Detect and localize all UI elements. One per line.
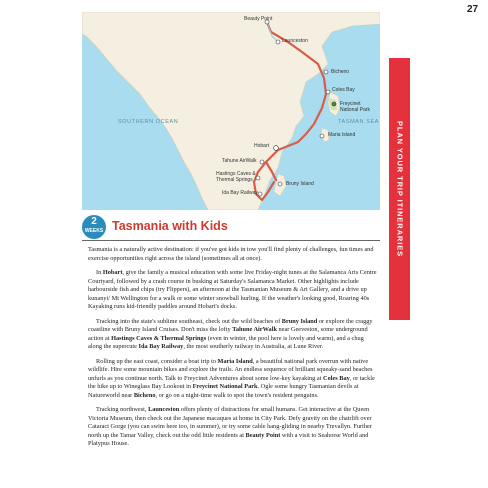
marker-hobart	[274, 146, 279, 151]
marker-freycinet	[332, 102, 336, 106]
duration-unit: WEEKS	[84, 228, 104, 234]
page-number: 27	[467, 4, 479, 15]
label-launceston: Launceston	[282, 38, 308, 44]
marker-launceston	[276, 40, 280, 44]
ocean-label-tasman: TASMAN SEA	[338, 119, 380, 125]
label-bruny-island: Bruny Island	[286, 181, 314, 187]
label-tahune: Tahune AirWalk	[222, 158, 257, 164]
itinerary-map	[82, 12, 380, 210]
marker-tahune	[260, 160, 264, 164]
marker-ida-bay	[258, 192, 262, 196]
label-hobart: Hobart	[254, 143, 270, 149]
marker-bicheno	[324, 70, 328, 74]
paragraph-east-coast: Rolling up the east coast, consider a boat trip to Maria Island, a beautiful national park overrun with native wildlife. Hire some mountain bikes and explore the trails. An endless sequence of brilliant squeaky-sand beaches unfurls as you continue north. Talk to Freycinet Adventures about some low-key kayaking at Coles Bay, or tackle the hike up to Wineglass Bay Lookout in Freycinet National Park. Ogle some hungry Tasmanian devils at Natureworld near Bicheno, or go on a night-time walk to spot the town's resident penguins.	[88, 357, 375, 399]
itinerary-title: Tasmania with Kids	[112, 219, 228, 233]
label-hastings: Hastings Caves & Thermal Springs	[216, 171, 256, 183]
title-divider	[82, 240, 380, 241]
label-beauty-point: Beauty Point	[244, 16, 273, 22]
paragraph-hobart: In Hobart, give the family a musical education with some live Friday-night tunes at the Salamanca Arts Centre Courtyard, followed by a crash course in busking at Saturday's Salamanca Market. Other highlights include harbourside fish and chips (try Flippers), an afternoon at the Tasmanian Museum & Art Gallery, and a drive up kunanyi/ Mt Wellington for a walk or some winter snowball hurling. If the weather's looking good, Roaring 40s Kayaking runs kid-friendly paddles around Hobart's docks.	[88, 269, 377, 310]
itinerary-body	[88, 246, 378, 455]
label-coles-bay: Coles Bay	[332, 87, 355, 93]
label-freycinet: Freycinet National Park	[340, 101, 371, 113]
paragraph-intro: Tasmania is a naturally active destination: if you've got kids in tow you'll find plenty of challenges, fun times and exercise opportunities right across the island (sometimes all at once).	[88, 246, 374, 262]
ocean-label-southern: SOUTHERN OCEAN	[118, 119, 179, 125]
label-ida-bay: Ida Bay Railway	[222, 190, 258, 196]
label-maria-island: Maria Island	[328, 132, 356, 138]
marker-coles-bay	[326, 90, 330, 94]
marker-bruny-island	[278, 182, 282, 186]
section-side-tab	[389, 58, 410, 320]
label-bicheno: Bicheno	[331, 69, 350, 75]
side-tab-label: PLAN YOUR TRIP ITINERARIES	[395, 120, 404, 258]
duration-badge	[82, 215, 106, 239]
duration-number: 2	[91, 216, 97, 227]
paragraph-southeast: Tracking into the state's sublime southeast, check out the wild beaches of Bruny Island or explore the craggy coastline with Bruny Island Cruises. Don't miss the lofty Tahune AirWalk near Geeveston, some underground action at Hastings Caves & Thermal Springs (even in winter, the pool here is lovely and warm), and a chug along the supercute Ida Bay Railway, the most southerly railway in Australia, at Lune River.	[88, 317, 373, 350]
marker-maria-island	[320, 134, 324, 138]
paragraph-northwest: Tracking northwest, Launceston offers plenty of distractions for small humans. Get interactive at the Queen Victoria Museum, then check out the Japanese macaques at home in City Park. Defy gravity on the chairlift over Cataract Gorge (you can swim here too, in summer), or try some cable hang-gliding in nearby Trevallyn. Further north up the Tamar Valley, check out the odd little residents at Beauty Point with a visit to Seahorse World and Platypus House.	[88, 406, 372, 447]
